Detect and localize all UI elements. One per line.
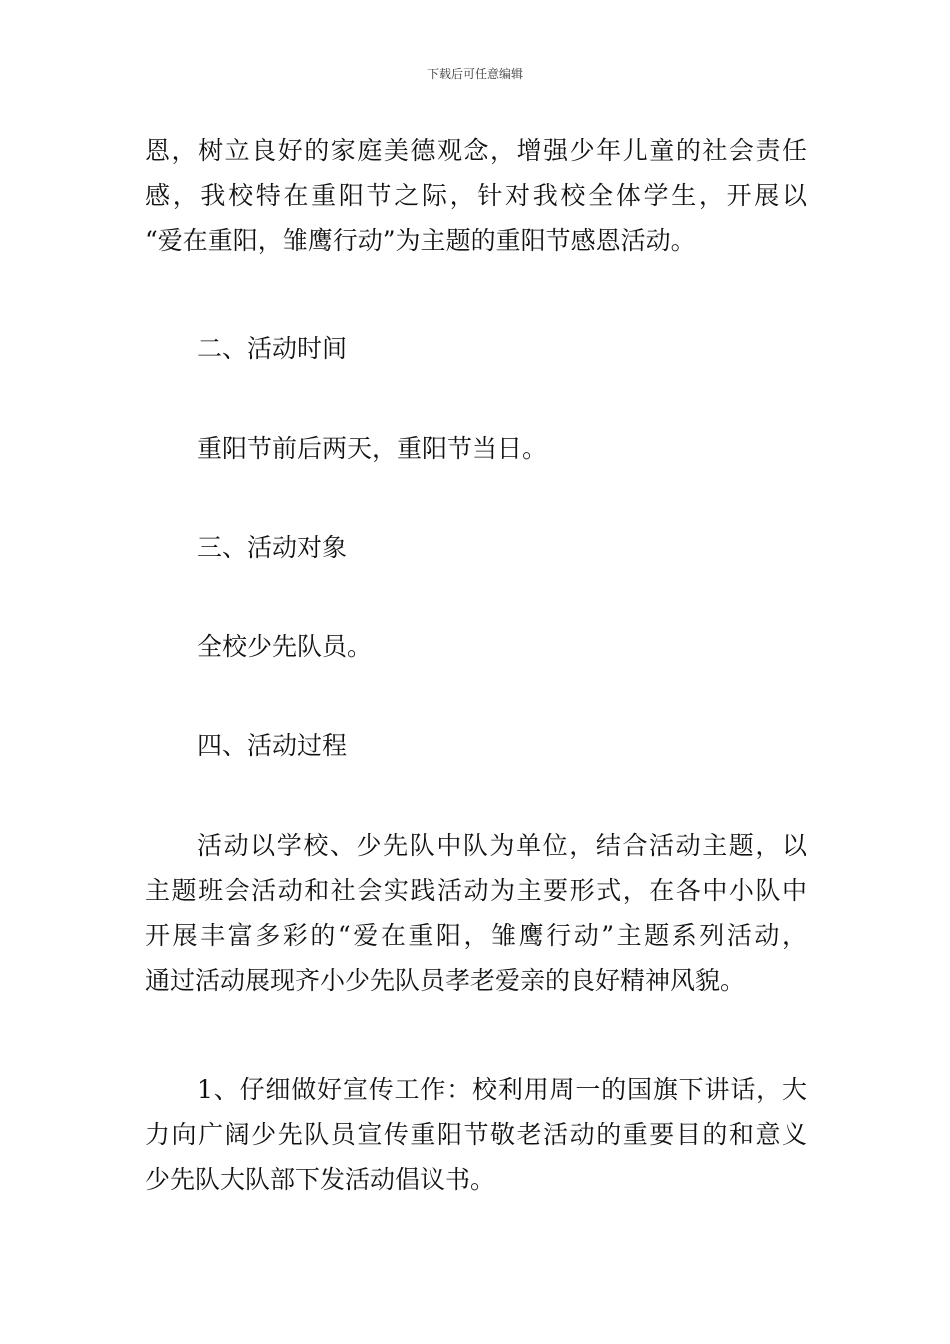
text-line: 活动以学校、少先队中队为单位，结合活动主题，以 bbox=[197, 831, 807, 860]
heading-activity-process bbox=[145, 723, 807, 768]
text-line: 1、仔细做好宣传工作：校利用周一的国旗下讲话，大 bbox=[197, 1075, 807, 1104]
paragraph-activity-process bbox=[145, 823, 807, 1003]
text-line: 重阳节前后两天，重阳节当日。 bbox=[197, 434, 548, 463]
text-line: 主题班会活动和社会实践活动为主要形式，在各中小队中 bbox=[145, 876, 807, 905]
page-header-note: 下载后可任意编辑 bbox=[426, 67, 523, 81]
section-heading: 四、活动过程 bbox=[197, 731, 348, 760]
paragraph-activity-target bbox=[145, 624, 807, 669]
text-line: “爱在重阳，雏鹰行动”为主题的重阳节感恩活动。 bbox=[145, 226, 696, 255]
paragraph-item-1 bbox=[145, 1067, 807, 1202]
text-line: 恩，树立良好的家庭美德观念，增强少年儿童的社会责任 bbox=[145, 136, 807, 165]
text-line: 通过活动展现齐小少先队员孝老爱亲的良好精神风貌。 bbox=[145, 966, 746, 995]
paragraph-activity-time bbox=[145, 426, 807, 471]
heading-activity-target bbox=[145, 525, 807, 570]
paragraph-intro-continued bbox=[145, 128, 807, 263]
section-heading: 三、活动对象 bbox=[197, 533, 348, 562]
text-line: 少先队大队部下发活动倡议书。 bbox=[145, 1165, 496, 1194]
text-line: 开展丰富多彩的“爱在重阳，雏鹰行动”主题系列活动， bbox=[145, 921, 807, 950]
text-line: 力向广阔少先队员宣传重阳节敬老活动的重要目的和意义 bbox=[145, 1120, 807, 1149]
section-heading: 二、活动时间 bbox=[197, 334, 348, 363]
heading-activity-time bbox=[145, 326, 807, 371]
text-line: 感，我校特在重阳节之际，针对我校全体学生，开展以 bbox=[145, 181, 807, 210]
text-line: 全校少先队员。 bbox=[197, 632, 373, 661]
